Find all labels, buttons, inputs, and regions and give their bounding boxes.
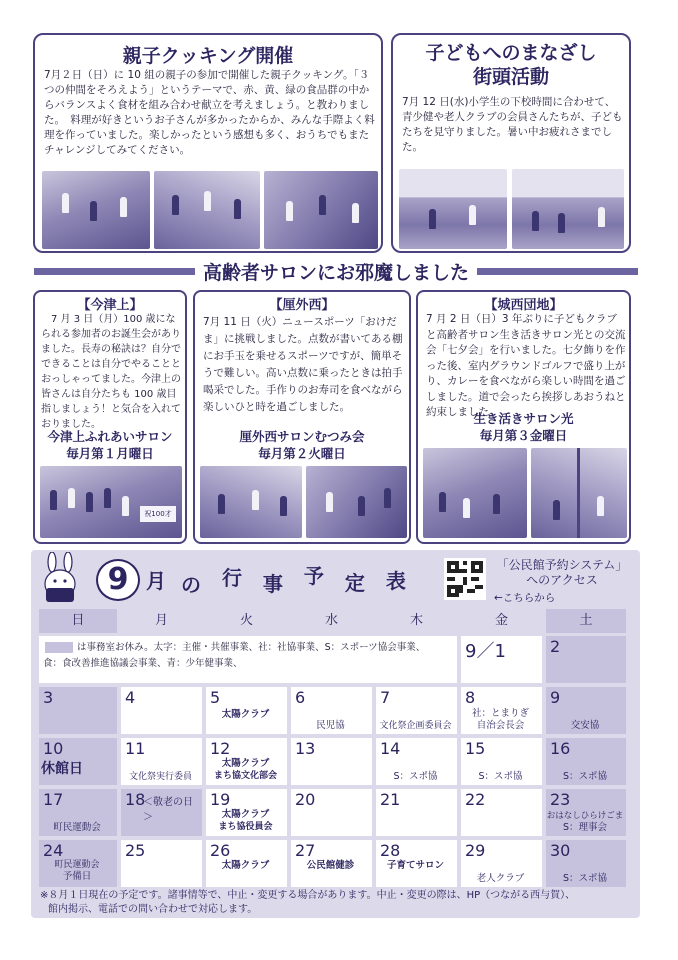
kuriyanishi-schedule: 毎月第２火曜日: [258, 446, 346, 461]
event-label: 町民運動会: [53, 822, 101, 833]
event-label: 町民運動会: [54, 860, 100, 870]
day-cell[interactable]: 9 交安協: [546, 687, 626, 734]
day-cell[interactable]: 24 町民運動会 予備日: [39, 840, 117, 887]
day-cell[interactable]: 28 子育てサロン: [376, 840, 457, 887]
event-label: 子育てサロン: [386, 860, 444, 871]
josai-title: 【城西団地】: [484, 298, 563, 313]
salon-banner: [34, 258, 638, 286]
event-label: 太陽クラブ: [221, 860, 270, 871]
holiday-tag: ＜敬老の日＞: [143, 797, 193, 823]
qr-code-icon[interactable]: [444, 558, 486, 600]
day-cell[interactable]: 26 太陽クラブ: [206, 840, 287, 887]
imazu-schedule: 毎月第１月曜日: [66, 446, 154, 461]
event-label: 太陽クラブ: [221, 709, 270, 720]
weekday-wed: 水: [324, 613, 338, 628]
mascot-icon: [38, 552, 82, 606]
title-char-6: 定: [344, 571, 365, 595]
watch-photo-1: [399, 169, 507, 249]
cooking-photo-2: [154, 171, 260, 249]
cooking-photo-1: [42, 171, 150, 249]
event-label: 公民館健診: [306, 860, 355, 871]
day-cell[interactable]: 15 S：スポ協: [461, 738, 542, 785]
event-label: S：理事会: [562, 822, 608, 833]
day-cell[interactable]: 12 太陽クラブ まち協文化部会: [206, 738, 287, 785]
weekday-sun: 日: [39, 609, 117, 633]
day-cell[interactable]: 16 S：スポ協: [546, 738, 626, 785]
day-cell[interactable]: 30 S：スポ協: [546, 840, 626, 887]
event-label: 文化祭企画委員会: [379, 721, 452, 731]
imazu-photo: [40, 466, 182, 538]
kuriyanishi-body: 7月 11 日（火）ニュースポーツ「おけだま」に挑戦しました。点数が書いてある棚にお手玉を乗せるスポーツですが、簡単そうで難しい。高い点数に乗ったときは拍手喝采でした。手作りのお寿司を食べながら楽しいひと時を過ごしました。: [203, 316, 403, 413]
day-cell[interactable]: 7 文化祭企画委員会: [376, 687, 457, 734]
kuriyanishi-photo-1: [200, 466, 302, 538]
cooking-photo-3: [264, 171, 378, 249]
legend-line-2: 食：食改善推進協議会事業、青：少年健事業、: [43, 658, 243, 669]
day-cell[interactable]: 19 太陽クラブ まち協役員会: [206, 789, 287, 836]
weekday-fri: 金: [494, 613, 508, 628]
weekday-sat: 土: [546, 609, 626, 633]
day-cell[interactable]: 25: [121, 840, 202, 887]
legend-swatch: [45, 642, 73, 653]
day-cell[interactable]: 8 社：とまりぎ 自治会長会: [461, 687, 542, 734]
title-char-2: の: [180, 573, 201, 597]
closed-day-label: 休館日: [41, 761, 83, 777]
day-cell[interactable]: 3: [39, 687, 117, 734]
weekday-tue: 火: [239, 613, 253, 628]
kuriyanishi-salon-name: 厘外西サロンむつみ会: [239, 429, 365, 444]
cooking-article: [33, 33, 383, 253]
watch-title-1: 子どもへのまなざし: [425, 42, 597, 64]
calendar-title: [96, 555, 426, 605]
day-cell[interactable]: 21: [376, 789, 457, 836]
calendar-month-badge: 9: [96, 559, 140, 601]
title-char-7: 表: [385, 569, 406, 593]
legend-line-1: は事務室お休み。太字：主催・共催事業、社：社協事業、S：スポーツ協会事業、: [77, 642, 426, 653]
event-label: S：スポ協: [393, 771, 438, 782]
kuriyanishi-photo-2: [306, 466, 407, 538]
day-cell[interactable]: 18 ＜敬老の日＞: [121, 789, 202, 836]
day-cell[interactable]: 11 文化祭実行委員: [121, 738, 202, 785]
event-label: 自治会長会: [476, 720, 525, 731]
josai-article: [416, 290, 631, 544]
josai-photo-2: [531, 448, 627, 538]
event-label: まち協文化部会: [213, 771, 277, 781]
title-char-5: 予: [303, 564, 324, 588]
salon-banner-title: 高齢者サロンにお邪魔しました: [195, 262, 477, 284]
reservation-arrow-text[interactable]: ←こちらから: [494, 592, 556, 604]
legend-cell: [39, 636, 457, 683]
day-cell[interactable]: 22: [461, 789, 542, 836]
event-label: 太陽クラブ: [221, 809, 270, 820]
day-cell[interactable]: 20: [291, 789, 372, 836]
event-label: 太陽クラブ: [221, 758, 270, 769]
day-cell[interactable]: 23 おはなしひらけごま S：理事会: [546, 789, 626, 836]
josai-body: 7 月 2 日（日）3 年ぶりに子どもクラブと高齢者サロン生き活きサロン光との交流会「七夕会」を行いました。七夕飾りを作った後、室内グラウンドゴルフで盛り上がり、カレーを食べながら楽しい時間を過ごしました。道で会ったら挨拶しあおうねと約束しました。: [426, 313, 626, 418]
event-label: S：スポ協: [562, 771, 608, 782]
kuriyanishi-article: [193, 290, 411, 544]
imazu-body: 7 月 3 日（月）100 歳になられる参加者のお誕生会がありました。長寿の秘訣は？自分でできることは自分でやることとおっしゃってました。今津上の皆さんは自分たちも 100 歳目指しましょう！と気合を入れておりました。: [41, 314, 181, 430]
title-char-1: 月: [146, 569, 166, 593]
kuriyanishi-title: 【厘外西】: [269, 298, 335, 313]
josai-schedule: 毎月第３金曜日: [479, 428, 568, 443]
birthday-sign: 祝100才: [140, 506, 176, 522]
day-cell[interactable]: 27 公民館健診: [291, 840, 372, 887]
day-cell[interactable]: 13: [291, 738, 372, 785]
day-cell[interactable]: 9／1: [461, 636, 542, 683]
day-cell[interactable]: 10 休館日: [39, 738, 117, 785]
event-label: 民児協: [316, 720, 345, 731]
title-char-4: 事: [262, 572, 283, 596]
watch-photo-2: [512, 169, 624, 249]
josai-photo-1: [423, 448, 527, 538]
day-cell[interactable]: 17 町民運動会: [39, 789, 117, 836]
event-label: 交安協: [570, 720, 600, 731]
watch-body: 7月 12 日(水)小学生の下校時間に合わせて、青少健や老人クラブの会員さんたちが、子どもたちを見守りました。暑い中お疲れさまでした。: [402, 96, 623, 153]
day-cell[interactable]: 4: [121, 687, 202, 734]
street-watch-article: [391, 33, 631, 253]
event-label: 社：とまりぎ: [471, 708, 529, 719]
day-cell[interactable]: 5 太陽クラブ: [206, 687, 287, 734]
event-label: S：スポ協: [478, 771, 523, 782]
calendar-note-2: 館内掲示、電話での問い合わせで対応します。: [48, 904, 258, 915]
reservation-link[interactable]: 「公民館予約システム」 へのアクセス: [496, 558, 628, 587]
title-char-3: 行: [221, 566, 242, 590]
event-label: 文化祭実行委員: [128, 772, 192, 782]
day-cell[interactable]: 2: [546, 636, 626, 683]
weekday-mon: 月: [154, 613, 168, 628]
watch-title-2: 街頭活動: [472, 66, 549, 88]
josai-salon-name: 生き活きサロン光: [473, 411, 574, 426]
day-cell[interactable]: 29 老人クラブ: [461, 840, 542, 887]
imazu-salon-name: 今津上ふれあいサロン: [47, 429, 173, 444]
event-label: おはなしひらけごま: [546, 811, 624, 821]
day-cell[interactable]: 14 S：スポ協: [376, 738, 457, 785]
weekday-thu: 木: [409, 613, 423, 628]
calendar-note-1: ※８月１日現在の予定です。諸事情等で、中止・変更する場合があります。中止・変更の際は、HP（つながる西与賀）、: [40, 890, 576, 901]
cooking-title: 親子クッキング開催: [122, 45, 294, 67]
cooking-body: 7月２日（日）に 10 組の親子の参加で開催した親子クッキング。「３つの仲間をそろえよう」というテーマで、赤、黄、緑の食品群の中からバランスよく食材を組み合わせ献立を考えましょう。と教わりました。 料理が好きというお子さんが多かったからか、みんな手際よく料理を作っていました。楽しかったという感想も多く、おうちでもまたチャレンジしてみてください。: [44, 69, 375, 156]
event-label: 老人クラブ: [476, 873, 525, 884]
event-label: まち協役員会: [218, 822, 273, 832]
imazu-article: [33, 290, 187, 544]
event-label: S：スポ協: [562, 873, 608, 884]
event-label: 予備日: [62, 871, 92, 882]
imazu-title: 【今津上】: [77, 298, 143, 313]
day-cell[interactable]: 6 民児協: [291, 687, 372, 734]
